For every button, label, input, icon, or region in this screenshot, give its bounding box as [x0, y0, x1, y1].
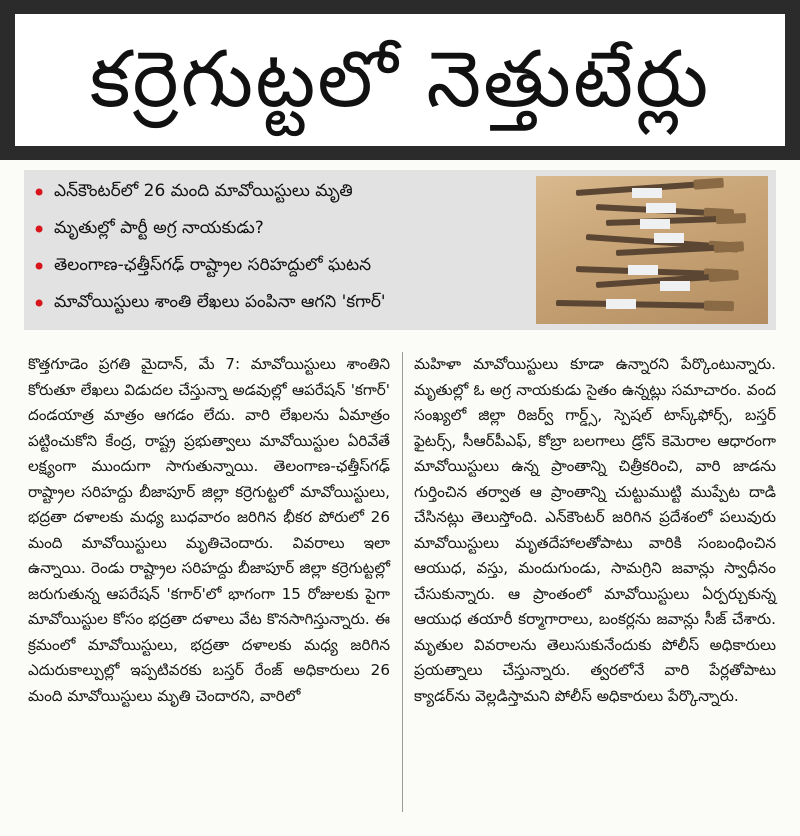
article-column-1	[28, 352, 390, 709]
seized-weapons-photo	[536, 176, 768, 324]
highlight-item	[32, 248, 532, 285]
bullet-icon: •	[32, 215, 47, 244]
highlight-text: మృతుల్లో పార్టీ అగ్ర నాయకుడు?	[54, 217, 264, 238]
highlights-list	[32, 174, 532, 322]
highlights-box	[24, 170, 776, 330]
highlight-item	[32, 174, 532, 211]
article-column-2	[414, 352, 776, 709]
highlight-text: ఎన్‌కౌంటర్‌లో 26 మంది మావోయిస్టులు మృతి	[54, 180, 353, 201]
bullet-icon: •	[32, 252, 47, 281]
bullet-icon: •	[32, 178, 47, 207]
article-paragraph: మహిళా మావోయిస్టులు కూడా ఉన్నారని పేర్కొంటున్నారు. మృతుల్లో ఓ అగ్ర నాయకుడు సైతం ఉన్నట్లు సమాచారం. వంద సంఖ్యలో జిల్లా రిజర్వ్ గార్డ్స్, స్పెషల్ టాస్క్‌ఫోర్స్, బస్తర్ ఫైటర్స్, సీఆర్‌పీఎఫ్, కోబ్రా బలగాలు డ్రోన్ కెమెరాల ఆధారంగా మావోయిస్టులు ఉన్న ప్రాంతాన్ని చిత్రీకరించి, వారి జాడను గుర్తించిన తర్వాత ఆ ప్రాంతాన్ని చుట్టుముట్టి ముప్పేట దాడి చేసినట్లు తెలుస్తోంది. ఎన్‌కౌంటర్ జరిగిన ప్రదేశంలో పలువురు మావోయిస్టులు మృతదేహాలతోపాటు వారికి సంబంధించిన ఆయుధ, వస్తు, మందుగుండు, సామగ్రిని జవాన్లు స్వాధీనం చేసుకున్నారు. ఆ ప్రాంతంలో మావోయిస్టులు ఏర్పర్చుకున్న ఆయుధ తయారీ కర్మాగారాలు, బంకర్లను జవాన్లు సీజ్ చేశారు. మృతుల వివరాలను తెలుసుకునేందుకు పోలీస్ అధికారులు ప్రయత్నాలు చేస్తున్నారు. త్వరలోనే వారి పేర్లతోపాటు క్యాడర్‌ను వెల్లడిస్తామని పోలీస్ అధికారులు పేర్కొన్నారు.	[414, 355, 776, 705]
headline-box	[15, 14, 785, 146]
bullet-icon: •	[32, 289, 47, 318]
highlight-text: తెలంగాణ-ఛత్తీస్‌గఢ్ రాష్ట్రాల సరిహద్దులో ఘటన	[54, 254, 372, 275]
headline-banner	[0, 0, 800, 160]
headline: కర్రెగుట్టలో నెత్తుటేర్లు	[89, 35, 711, 125]
highlight-item	[32, 211, 532, 248]
column-divider	[402, 352, 403, 812]
article-paragraph: కొత్తగూడెం ప్రగతి మైదాన్, మే 7: మావోయిస్టులు శాంతిని కోరుతూ లేఖలు విడుదల చేస్తున్నా అడవుల్లో ఆపరేషన్ 'కగార్' దండయాత్ర మాత్రం ఆగడం లేదు. వారి లేఖలను ఏమాత్రం పట్టించుకోని కేంద్ర, రాష్ట్ర ప్రభుత్వాలు మావోయిస్టుల ఏరివేతే లక్ష్యంగా ముందుగా సాగుతున్నాయి. తెలంగాణ-ఛత్తీస్‌గఢ్ రాష్ట్రాల సరిహద్దు బీజాపూర్ జిల్లా కర్రెగుట్టలో మావోయిస్టులు, భద్రతా దళాలకు మధ్య బుధవారం జరిగిన భీకర పోరులో 26 మంది మావోయిస్టులు మృతిచెందారు. వివరాలు ఇలా ఉన్నాయి. రెండు రాష్ట్రాల సరిహద్దు బీజాపూర్ జిల్లా కర్రెగుట్టల్లో జరుగుతున్న ఆపరేషన్ 'కగార్'లో భాగంగా 15 రోజులకు పైగా మావోయిస్టుల కోసం భద్రతా దళాలు వేట కొనసాగిస్తున్నారు. ఈ క్రమంలో మావోయిస్టులు, భద్రతా దళాలకు మధ్య జరిగిన ఎదురుకాల్పుల్లో ఇప్పటివరకు బస్తర్ రేంజ్ అధికారులు 26 మంది మావోయిస్టులు మృతి చెందారని, వారిలో	[28, 355, 390, 705]
highlight-text: మావోయిస్టులు శాంతి లేఖలు పంపినా ఆగని 'కగార్'	[54, 291, 386, 312]
highlight-item	[32, 285, 532, 322]
